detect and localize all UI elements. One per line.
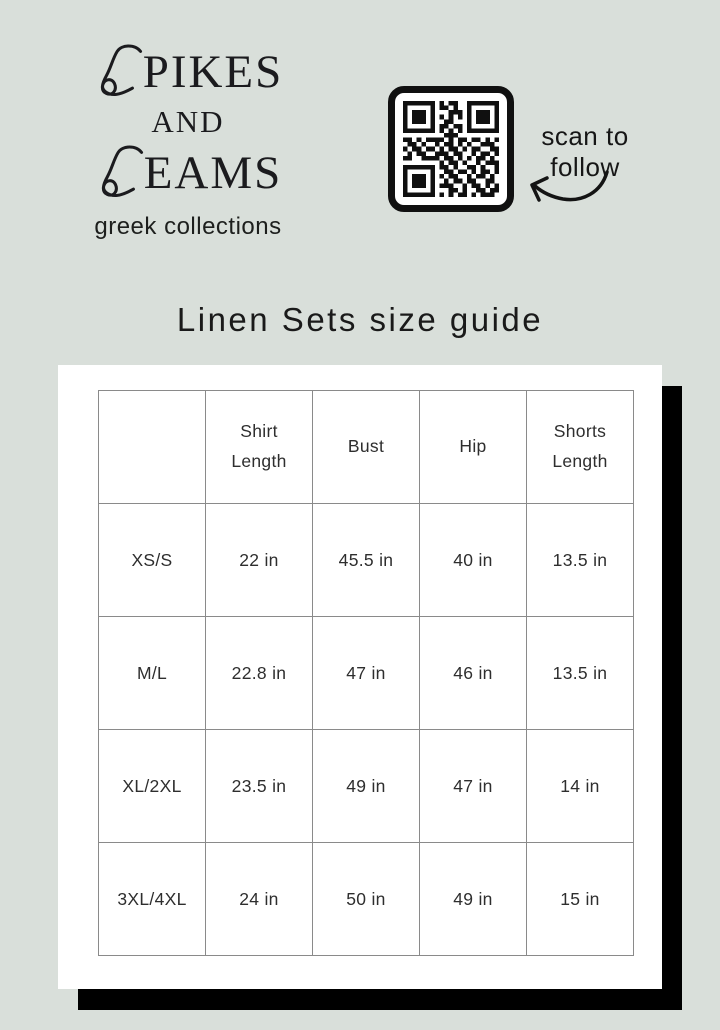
curved-arrow-icon: [516, 167, 621, 218]
size-label: 3XL/4XL: [99, 843, 206, 956]
qr-modules: [403, 101, 499, 197]
size-chart-table: [98, 390, 634, 956]
cell-hip: 46 in: [420, 617, 527, 730]
table-row: [99, 843, 634, 956]
script-s-icon: [94, 143, 146, 203]
size-label: XL/2XL: [99, 730, 206, 843]
size-chart-card: [58, 365, 662, 989]
col-header-shorts-length: Shorts Length: [527, 391, 634, 504]
col-header-bust: Bust: [313, 391, 420, 504]
cell-hip: 40 in: [420, 504, 527, 617]
logo-connector: AND: [151, 104, 225, 139]
cell-hip: 49 in: [420, 843, 527, 956]
logo-word2-rest: EAMS: [143, 147, 283, 199]
size-chart-corner-cell: [99, 391, 206, 504]
cell-bust: 50 in: [313, 843, 420, 956]
cell-shirt-length: 22.8 in: [206, 617, 313, 730]
cell-shorts-length: 15 in: [527, 843, 634, 956]
size-label: XS/S: [99, 504, 206, 617]
cell-hip: 47 in: [420, 730, 527, 843]
size-chart-header-row: [99, 391, 634, 504]
scan-label-line2: follow: [550, 151, 620, 182]
size-label: M/L: [99, 617, 206, 730]
logo-word-spikes: [52, 42, 324, 102]
col-header-shirt-length: Shirt Length: [206, 391, 313, 504]
logo-word1-rest: PIKES: [142, 46, 284, 98]
cell-shirt-length: 24 in: [206, 843, 313, 956]
cell-shorts-length: 14 in: [527, 730, 634, 843]
logo-word-seams: [52, 143, 324, 203]
script-s-icon: [93, 42, 145, 102]
cell-shirt-length: 22 in: [206, 504, 313, 617]
logo-subtitle: greek collections: [94, 213, 282, 240]
table-row: [99, 504, 634, 617]
cell-shorts-length: 13.5 in: [527, 617, 634, 730]
col-header-hip: Hip: [420, 391, 527, 504]
cell-bust: 47 in: [313, 617, 420, 730]
cell-shorts-length: 13.5 in: [527, 504, 634, 617]
qr-code: [388, 86, 514, 212]
page-title: Linen Sets size guide: [176, 301, 544, 338]
brand-logo: [52, 42, 324, 241]
cell-shirt-length: 23.5 in: [206, 730, 313, 843]
table-row: [99, 617, 634, 730]
cell-bust: 45.5 in: [313, 504, 420, 617]
table-row: [99, 730, 634, 843]
scan-label-line1: scan to: [541, 121, 629, 151]
cell-bust: 49 in: [313, 730, 420, 843]
